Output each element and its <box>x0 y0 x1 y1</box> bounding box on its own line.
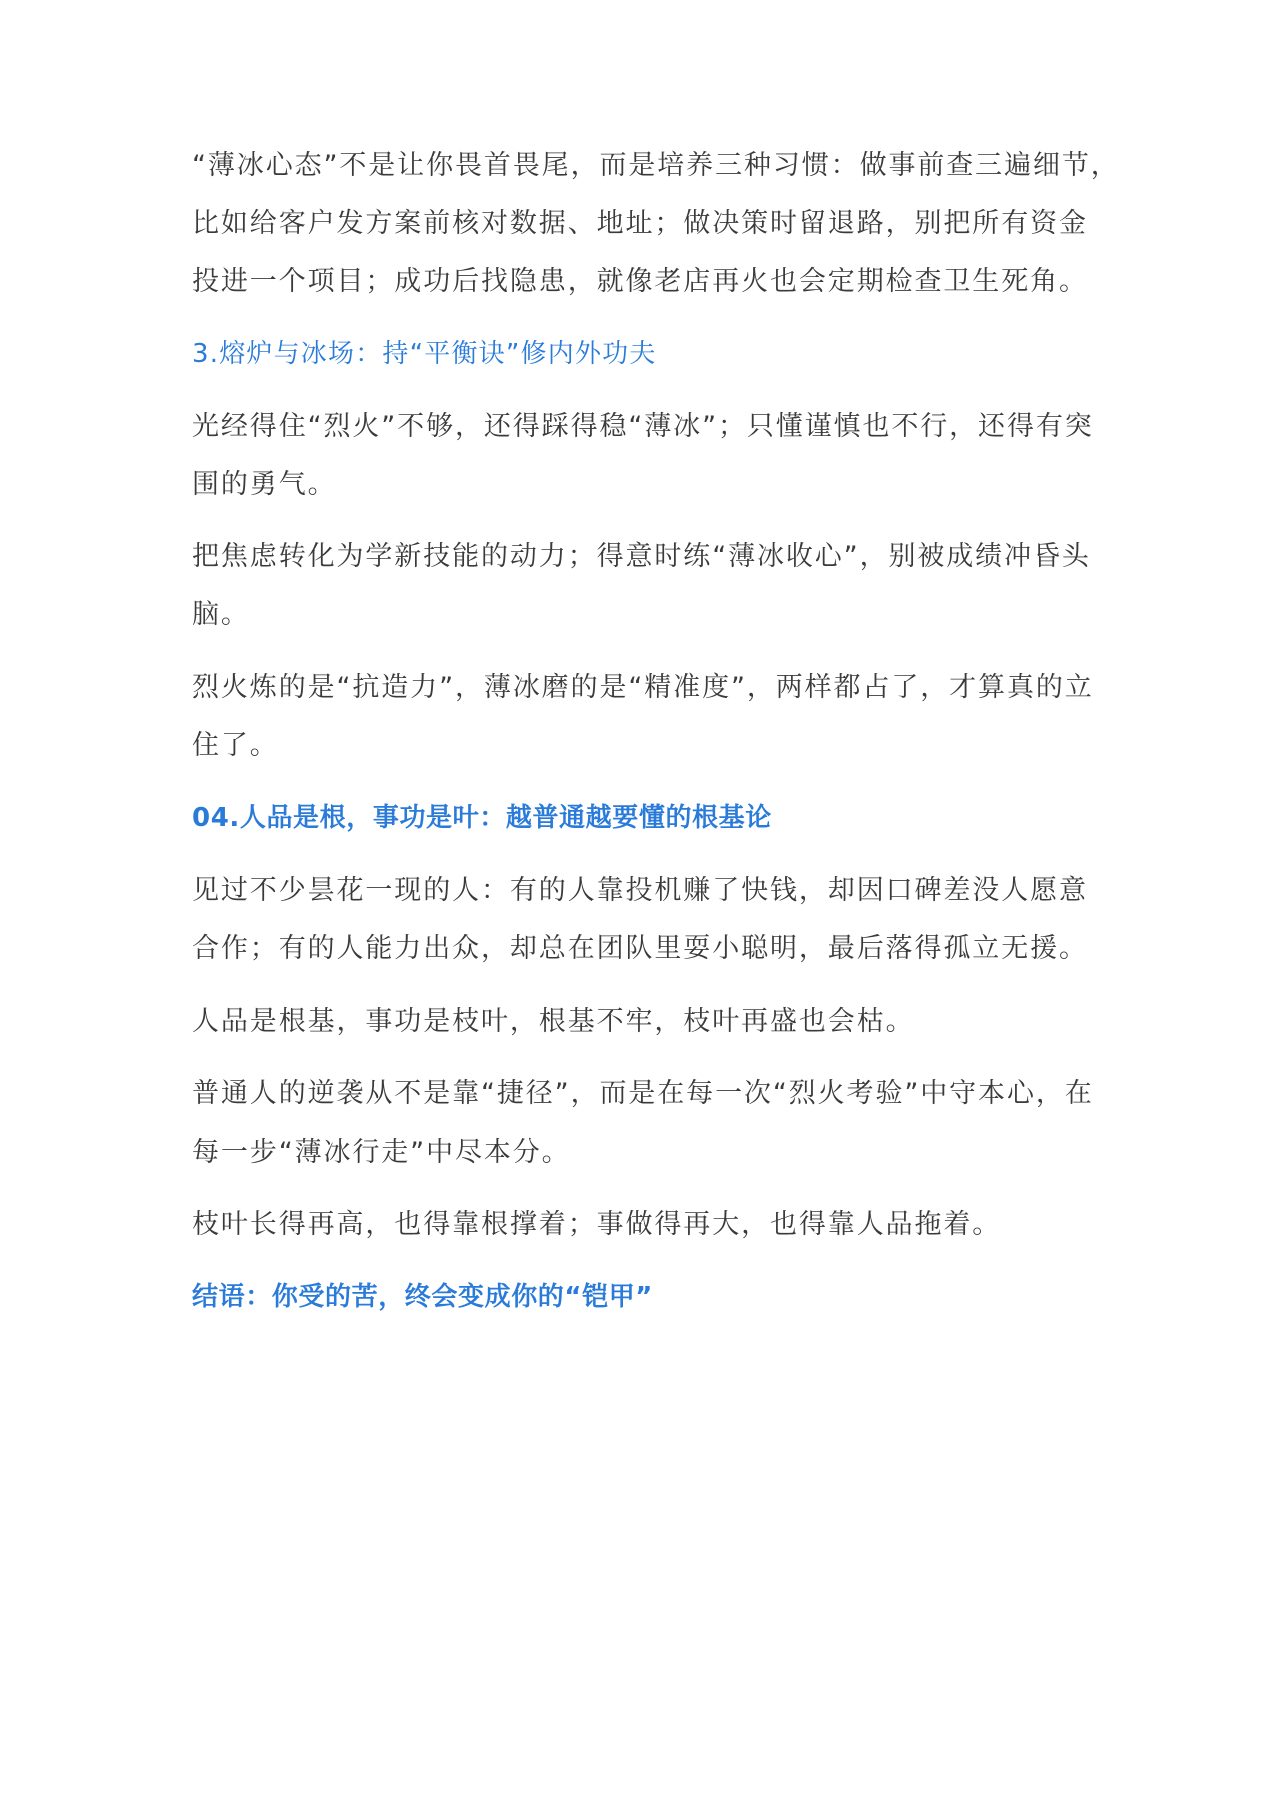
paragraph-1-line-3: 投进一个项目；成功后找隐患，就像老店再火也会定期检查卫生死角。 <box>192 266 1088 297</box>
paragraph-1-line-1: “薄冰心态”不是让你畏首畏尾，而是培养三种习惯：做事前查三遍细节， <box>192 150 1120 181</box>
paragraph-3-line-1: 把焦虑转化为学新技能的动力；得意时练“薄冰收心”，别被成绩冲昏头 <box>192 541 1091 572</box>
section-heading-3: 3.熔炉与冰场：持“平衡诀”修内外功夫 <box>192 339 657 369</box>
paragraph-1-line-2: 比如给客户发方案前核对数据、地址；做决策时留退路，别把所有资金 <box>192 208 1088 239</box>
paragraph-4-line-1: 烈火炼的是“抗造力”，薄冰磨的是“精准度”，两样都占了，才算真的立 <box>192 672 1094 703</box>
paragraph-3-line-2: 脑。 <box>192 599 250 630</box>
paragraph-2-line-1: 光经得住“烈火”不够，还得踩得稳“薄冰”；只懂谨慎也不行，还得有突 <box>192 411 1094 442</box>
paragraph-5-line-1: 见过不少昙花一现的人：有的人靠投机赚了快钱，却因口碑差没人愿意 <box>192 875 1088 906</box>
section-heading-04: 04.人品是根，事功是叶：越普通越要懂的根基论 <box>192 803 772 833</box>
conclusion-heading: 结语：你受的苦，终会变成你的“铠甲” <box>192 1282 653 1312</box>
paragraph-8-line-1: 枝叶长得再高，也得靠根撑着；事做得再大，也得靠人品拖着。 <box>192 1209 1002 1240</box>
paragraph-5-line-2: 合作；有的人能力出众，却总在团队里耍小聪明，最后落得孤立无援。 <box>192 933 1088 964</box>
paragraph-6-line-1: 人品是根基，事功是枝叶，根基不牢，枝叶再盛也会枯。 <box>192 1006 915 1037</box>
paragraph-4-line-2: 住了。 <box>192 730 279 761</box>
paragraph-7-line-2: 每一步“薄冰行走”中尽本分。 <box>192 1137 571 1168</box>
paragraph-2-line-2: 围的勇气。 <box>192 469 337 500</box>
paragraph-7-line-1: 普通人的逆袭从不是靠“捷径”，而是在每一次“烈火考验”中守本心，在 <box>192 1078 1094 1109</box>
